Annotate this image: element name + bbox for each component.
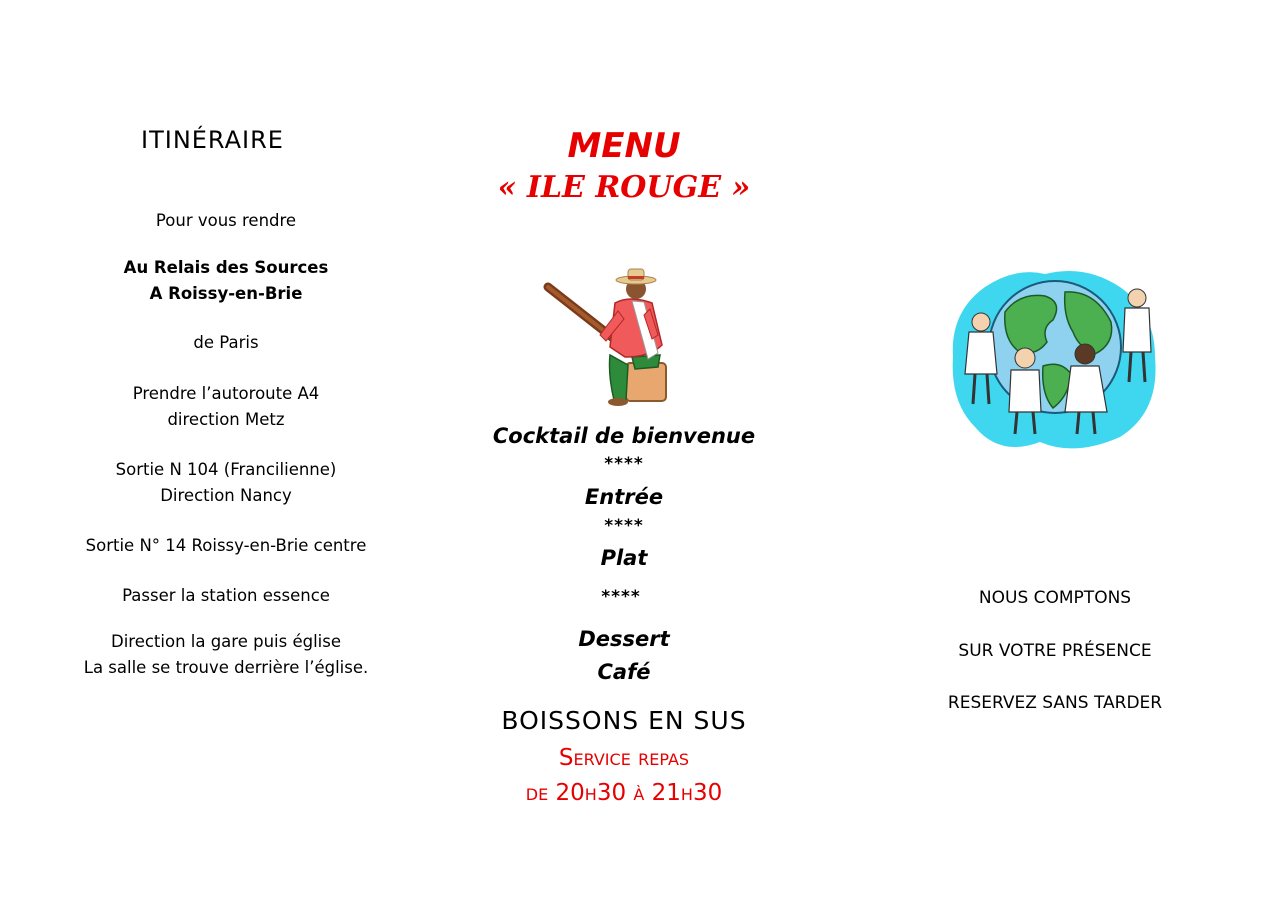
musician-illustration [540,255,710,410]
separator-1: **** [604,454,644,474]
itinerary-venue [40,255,412,307]
closing-line-1: NOUS COMPTONS [978,588,1132,608]
itinerary-step-4: Passer la station essence [122,586,330,605]
course-entree: Entrée [584,485,664,509]
step-2-line-1: Sortie N 104 (Francilienne) [115,460,337,479]
separator-2: **** [604,516,644,536]
service-hours: de 20h30 à 21h30 [525,780,723,806]
step-1-line-1: Prendre l’autoroute A4 [132,384,320,403]
course-cocktail: Cocktail de bienvenue [492,424,756,448]
venue-town: A Roissy-en-Brie [149,284,303,303]
step-1-line-2: direction Metz [167,410,285,429]
course-dessert: Dessert [578,627,670,651]
step-5-line-1: Direction la gare puis église [110,632,342,651]
course-cafe: Café [597,660,651,684]
drinks-notice: BOISSONS EN SUS [501,706,747,735]
course-plat: Plat [600,546,648,570]
step-2-line-2: Direction Nancy [160,486,292,505]
itinerary-intro: Pour vous rendre [155,211,297,230]
menu-subtitle: « ILE ROUGE » [497,170,751,205]
itinerary-from: de Paris [193,333,259,352]
itinerary-step-5 [40,629,412,681]
globe-children-illustration [945,262,1165,452]
venue-name: Au Relais des Sources [123,258,329,277]
closing-line-2: SUR VOTRE PRÉSENCE [958,641,1152,661]
menu-title: MENU [567,126,681,166]
itinerary-step-3: Sortie N° 14 Roissy-en-Brie centre [85,536,367,555]
step-5-line-2: La salle se trouve derrière l’église. [83,658,369,677]
itinerary-title: ITINÉRAIRE [141,126,284,154]
itinerary-step-2 [40,457,412,509]
closing-line-3: RESERVEZ SANS TARDER [947,693,1163,713]
itinerary-step-1 [40,381,412,433]
service-title: Service repas [558,745,690,771]
separator-3: **** [601,587,641,607]
